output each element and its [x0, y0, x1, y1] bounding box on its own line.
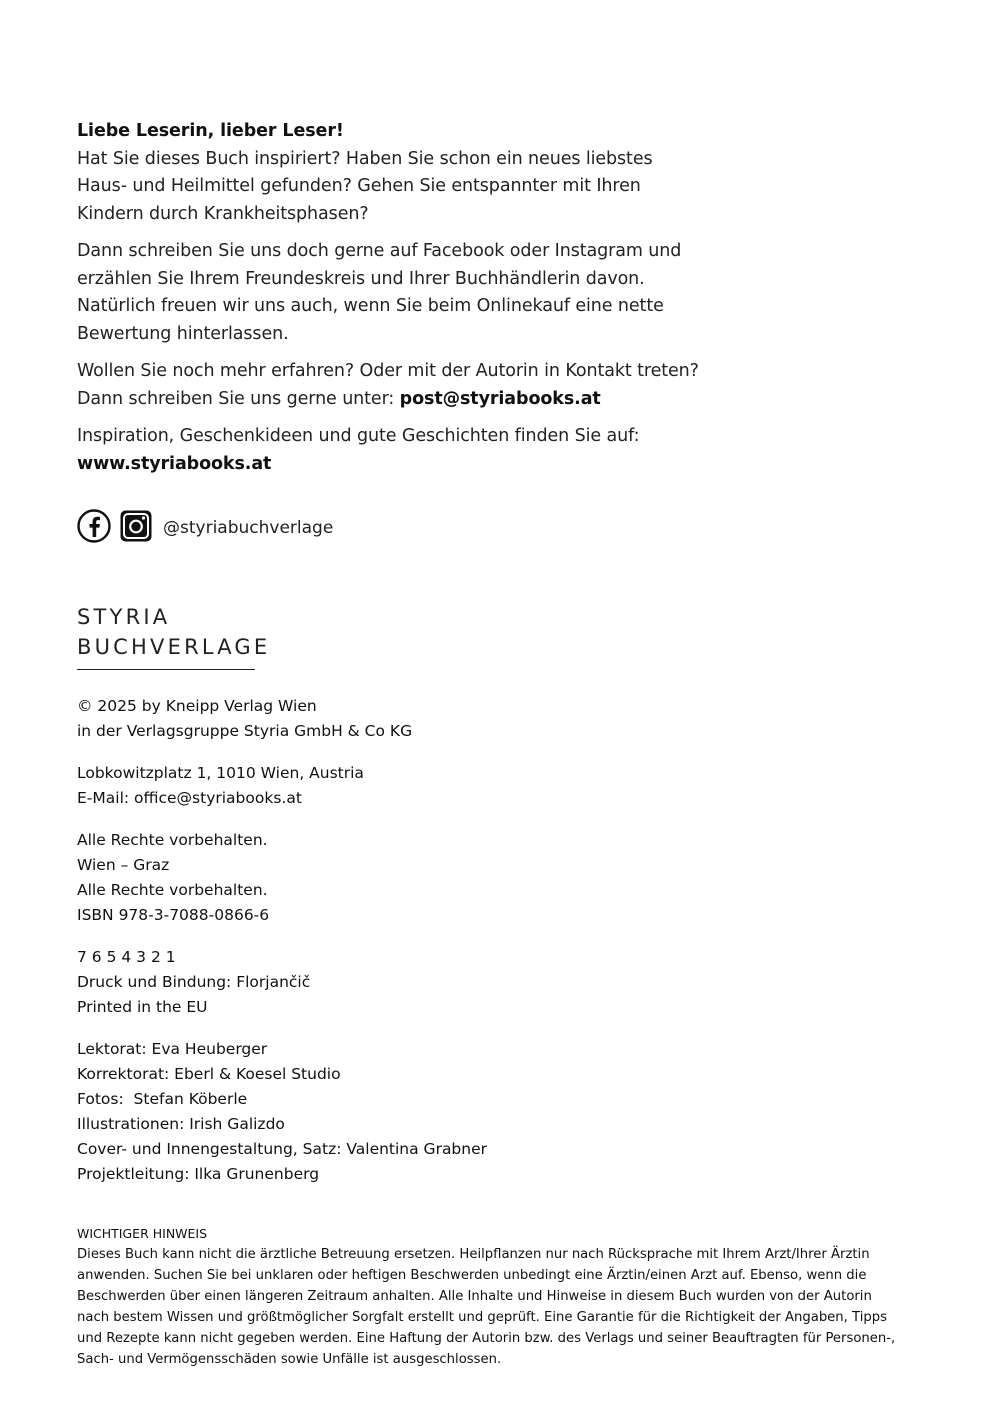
rights-line-1: Alle Rechte vorbehalten.: [77, 831, 268, 849]
copyright-line-2: in der Verlagsgruppe Styria GmbH & Co KG: [77, 722, 413, 740]
credit-gestaltung: Cover- und Innengestaltung, Satz: Valentina Grabner: [77, 1140, 488, 1158]
social-handle[interactable]: @styriabuchverlage: [163, 518, 334, 538]
copyright-line-1: © 2025 by Kneipp Verlag Wien: [77, 697, 317, 715]
credit-fotos: Fotos: Stefan Köberle: [77, 1090, 248, 1108]
address-block: [77, 761, 897, 811]
logo-underline: [77, 669, 255, 670]
contact-email-link[interactable]: post@styriabooks.at: [399, 388, 601, 409]
printed-in: Printed in the EU: [77, 998, 208, 1016]
logo-line-2: BUCHVERLAGE: [77, 635, 271, 659]
instagram-icon[interactable]: [119, 509, 153, 543]
intro-paragraph-2: Dann schreiben Sie uns doch gerne auf Facebook oder Instagram und erzählen Sie Ihrem Freundeskreis und Ihrer Buchhändlerin davon. Natürlich freuen wir uns auch, wenn Sie beim Onlinekauf eine nette Bewertung hinterlassen.: [77, 241, 682, 344]
intro-paragraph-4: [77, 423, 897, 478]
credits-block: [77, 1037, 897, 1187]
important-notice: [77, 1223, 897, 1370]
credit-korrektorat: Korrektorat: Eberl & Koesel Studio: [77, 1065, 341, 1083]
contact-question: Wollen Sie noch mehr erfahren? Oder mit der Autorin in Kontakt treten?: [77, 361, 699, 381]
cities: Wien – Graz: [77, 856, 170, 874]
imprint-page: [77, 118, 897, 1370]
print-block: [77, 945, 897, 1020]
isbn: ISBN 978-3-7088-0866-6: [77, 906, 270, 924]
notice-heading: WICHTIGER HINWEIS: [77, 1226, 208, 1241]
intro-paragraph-1: Hat Sie dieses Buch inspiriert? Haben Sie schon ein neues liebstes Haus- und Heilmittel gefunden? Gehen Sie entspannter mit Ihren Kindern durch Krankheitsphasen?: [77, 148, 653, 224]
printing-binding: Druck und Bindung: Florjančič: [77, 973, 311, 991]
rights-line-2: Alle Rechte vorbehalten.: [77, 881, 268, 899]
publisher-logo: [77, 602, 271, 670]
contact-prompt: Dann schreiben Sie uns gerne unter:: [77, 388, 395, 409]
rights-block: [77, 828, 897, 928]
notice-text: Dieses Buch kann nicht die ärztliche Betreuung ersetzen. Heilpflanzen nur nach Rücksprache mit Ihrem Arzt/Ihrer Ärztin anwenden. Suchen Sie bei unklaren oder heftigen Beschwerden unbedingt eine Ärztin/einen Arzt auf. Ebenso, wenn die Beschwerden über einen längeren Zeitraum anhalten. Alle Inhalte und Hinweise in diesem Buch wurden von der Autorin nach bestem Wissen und größtmöglicher Sorgfalt erstellt und geprüft. Eine Garantie für die Richtigkeit der Angaben, Tipps und Rezepte kann nicht gegeben werden. Eine Haftung der Autorin bzw. des Verlags und seiner Beauftragten für Personen-, Sach- und Vermögensschäden sowie Unfälle ist ausgeschlossen.: [77, 1247, 896, 1367]
copyright-block: [77, 694, 897, 744]
logo-line-1: STYRIA: [77, 605, 171, 629]
imprint-details: [77, 694, 897, 1187]
greeting: Liebe Leserin, lieber Leser!: [77, 121, 344, 141]
credit-projektleitung: Projektleitung: Ilka Grunenberg: [77, 1165, 320, 1183]
website-prompt: Inspiration, Geschenkideen und gute Geschichten finden Sie auf:: [77, 426, 640, 446]
office-email[interactable]: E-Mail: office@styriabooks.at: [77, 789, 302, 807]
address: Lobkowitzplatz 1, 1010 Wien, Austria: [77, 764, 364, 782]
facebook-icon[interactable]: [77, 509, 111, 543]
credit-lektorat: Lektorat: Eva Heuberger: [77, 1040, 268, 1058]
intro-paragraph-3: [77, 358, 897, 413]
print-run: 7 6 5 4 3 2 1: [77, 948, 176, 966]
credit-illustrationen: Illustrationen: Irish Galizdo: [77, 1115, 285, 1133]
social-links: [77, 508, 897, 544]
website-link[interactable]: www.styriabooks.at: [77, 453, 272, 474]
reader-letter: [77, 118, 897, 478]
